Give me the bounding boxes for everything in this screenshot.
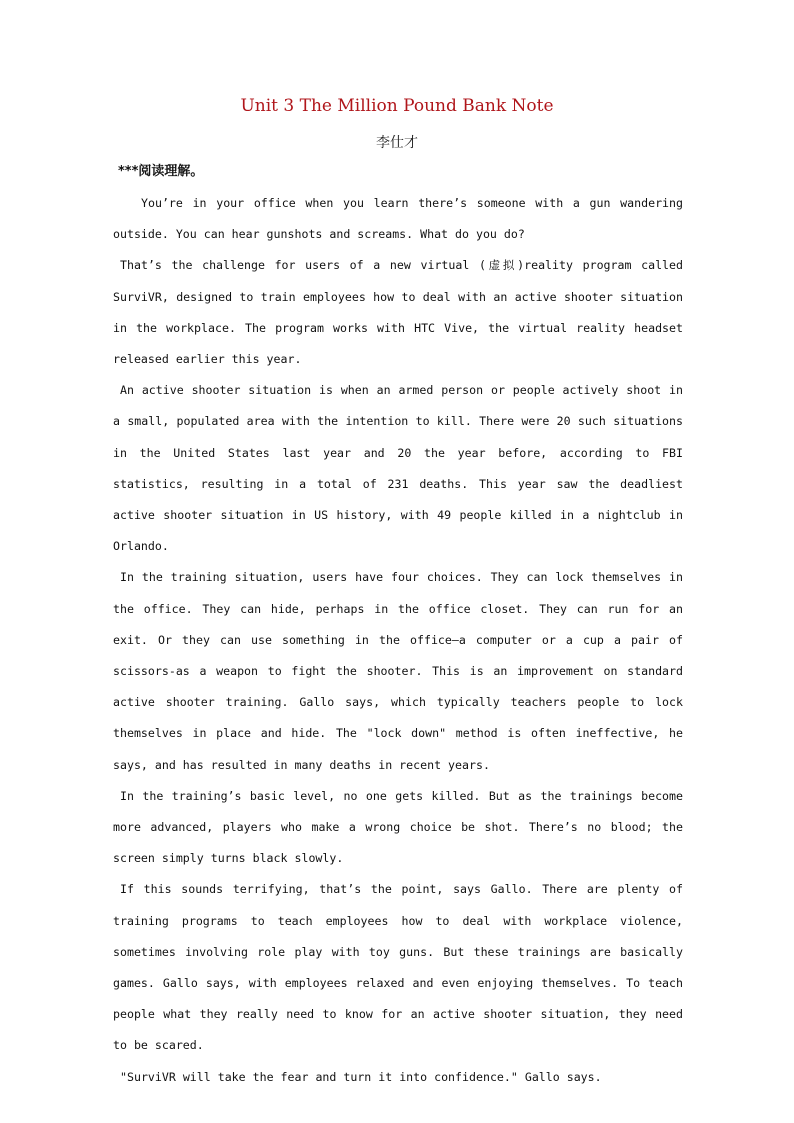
paragraph-2: That’s the challenge for users of a new virtual (虚拟)reality program called SurviVR, designed to train employees how to deal with an active shooter situation in the workplace. The program works with HTC Vive, the virtual reality headset released earlier this year. <box>113 258 683 367</box>
paragraph-4: In the training situation, users have four choices. They can lock themselves in the office. They can hide, perhaps in the office closet. They can run for an exit. Or they can use something in the office—a computer or a cup a pair of scissors-as a weapon to fight the shooter. This is an improvement on standard active shooter training. Gallo says, which typically teachers people to lock themselves in place and hide. The "lock down" method is often ineffective, he says, and has resulted in many deaths in recent years. <box>113 570 683 772</box>
document-author: 李仕才 <box>376 135 418 151</box>
section-label: ***阅读理解。 <box>118 164 204 179</box>
paragraph-3: An active shooter situation is when an armed person or people actively shoot in a small, populated area with the intention to kill. There were 20 such situations in the United States last year and 20 the year before, according to FBI statistics, resulting in a total of 231 deaths. This year saw the deadliest active shooter situation in US history, with 49 people killed in a nightclub in Orlando. <box>113 383 683 554</box>
reading-passage <box>113 188 683 1093</box>
document-title: Unit 3 The Million Pound Bank Note <box>240 96 554 116</box>
paragraph-1: You’re in your office when you learn there’s someone with a gun wandering outside. You can hear gunshots and screams. What do you do? <box>113 196 683 242</box>
paragraph-5: In the training’s basic level, no one gets killed. But as the trainings become more advanced, players who make a wrong choice be shot. There’s no blood; the screen simply turns black slowly. <box>113 788 683 866</box>
paragraph-7: "SurviVR will take the fear and turn it into confidence." Gallo says. <box>120 1069 602 1084</box>
paragraph-6: If this sounds terrifying, that’s the point, says Gallo. There are plenty of training programs to teach employees how to deal with workplace violence, sometimes involving role play with toy guns. But these trainings are basically games. Gallo says, with employees relaxed and even enjoying themselves. To teach people what they really need to know for an active shooter situation, they need to be scared. <box>113 882 683 1053</box>
